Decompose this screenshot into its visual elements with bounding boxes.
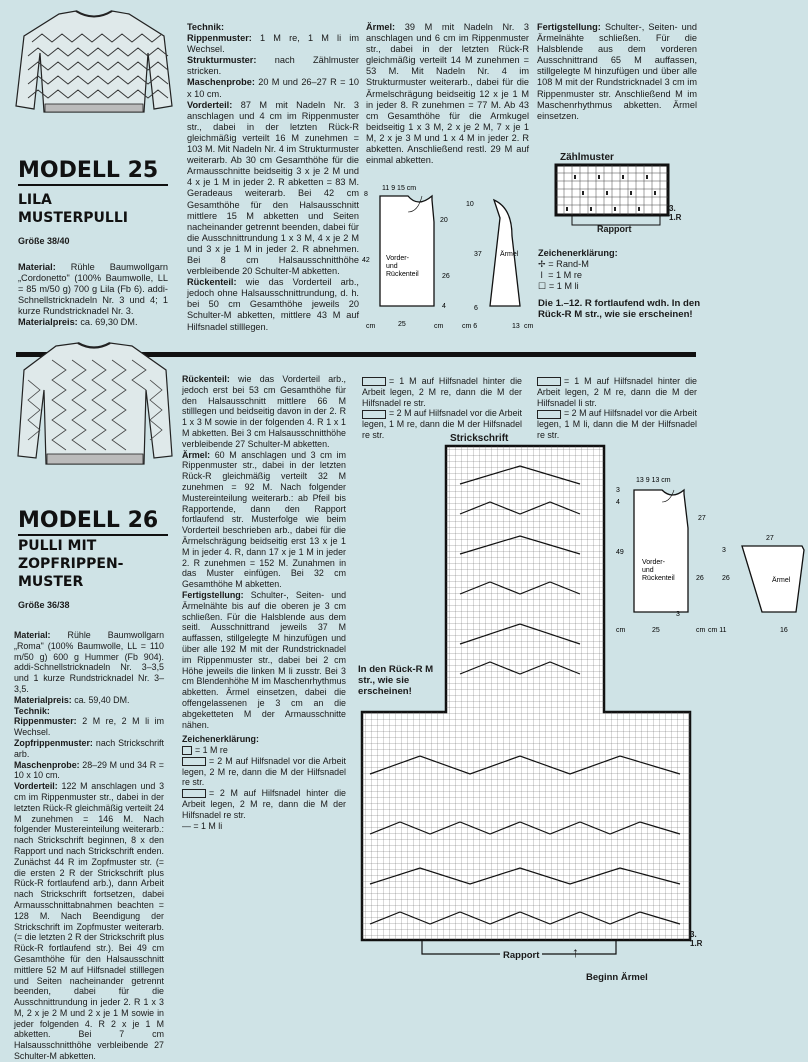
model-25-schematic	[362, 178, 532, 338]
technik-heading: Technik:	[187, 22, 225, 32]
svg-text:4: 4	[442, 303, 446, 310]
svg-text:cm: cm	[434, 323, 444, 330]
cable-left-icon	[362, 410, 386, 419]
svg-text:Rückenteil: Rückenteil	[642, 575, 675, 582]
key-rand: = Rand-M	[548, 259, 589, 269]
model-25-column-3	[366, 22, 529, 166]
svg-text:6: 6	[474, 305, 478, 312]
model-25-size: Größe 38/40	[18, 236, 70, 246]
model-26-number: MODELL 26	[18, 508, 159, 533]
fertigstellung-text: Schulter-, Seiten- und Ärmelnähte schließen. Für die Halsblende aus dem vorderen Ausschnittrand 65 M auffassen, stillgelegte M hinzufügen und über alle 108 M mit der Rundstricknadel 3 cm im Rippenmuster str. Anschließend M im Maschenrhythmus abketten. Ärmel einsetzen.	[537, 22, 697, 121]
vorderteil-text: 87 M mit Nadeln Nr. 3 anschlagen und 4 cm im Rippenmuster str., dabei in der letzten Rück-R gleichmäßig verteilt 16 M zunehmen = 103 M. Mit Nadeln Nr. 4 im Strukturmuster weiterarb. Ab 30 cm Gesamthöhe für die Armausschnitte beidseitig 3 x je 2 M und 4 x je 1 M in jeder 2. R abketten = 83 M. Geradeaus weiterarb. Bei 42 cm Gesamthöhe für den Halsausschnitt mittlere 15 M abketten und Seiten nacheinander getrennt beenden, dabei für die Ausschnittrundung 1 x 3 M, 4 x je 2 M und 3 x je 1 M in jeder 2. R abnehmen. Bei 8 cm Halsausschnitthöhe verbleibende 20 Schulter-M abketten.	[187, 99, 359, 277]
fertigstellung-heading: Fertigstellung:	[537, 22, 601, 32]
svg-text:und: und	[386, 263, 398, 270]
svg-text:cm: cm	[696, 627, 706, 634]
key-cable-back: = 2 M auf Hilfsnadel hinter die Arbeit legen, 2 M re, dann die M der Hilfsnadel re str.	[182, 788, 346, 820]
svg-text:cm 6: cm 6	[462, 323, 478, 330]
beginn-aermel-label: Beginn Ärmel	[586, 972, 648, 983]
strickschrift-rapport: Rapport	[500, 950, 542, 961]
model-25-key	[538, 248, 698, 292]
rippen-heading: Rippenmuster:	[187, 33, 252, 44]
svg-text:11 9 15 cm: 11 9 15 cm	[382, 185, 417, 192]
cable-front-icon	[182, 757, 206, 766]
key-li: = 1 M li	[548, 281, 579, 291]
key-heading: Zeichenerklärung:	[538, 248, 618, 258]
aermel-text: 39 M mit Nadeln Nr. 3 anschlagen und 6 cm im Rippenmuster str., dabei in der letzten Rück-R gleichmäßig verteilt 14 M zunehmen = 53 M. Mit Nadeln Nr. 4 im Strukturmuster weiterarb., dabei für die Ärmelschrägung beidseitig 12 x je 1 M in jeder 8. R zunehmen = 77 M. Ab 43 cm Gesamthöhe für die Armkugel beidseitig 1 x 3 M, 2 x je 2 M, 7 x je 1 M, 2 x je 3 M und 1 x 4 M in jeder 2. R abketten. Anschließend restl. 29 M auf einmal abketten.	[366, 22, 529, 166]
material-text: Rühle Baumwollgarn „Roma" (100% Baumwolle, LL = 110 m/50 g) 600 g Hummer (Fb 904). addi-Schnellstricknadeln Nr. 3–3,5 und 1 kurze Rundstricknadel Nr. 3–3,5.	[14, 630, 165, 694]
sweater-26-illustration	[14, 340, 174, 470]
svg-text:Ärmel: Ärmel	[772, 577, 791, 584]
model-25-material-block	[18, 262, 168, 329]
zaehlmuster-rapport: Rapport	[597, 224, 632, 234]
strickschrift-rueck-note: In den Rück-R M str., wie sie erscheinen!	[358, 664, 434, 697]
key-li: = 1 M li	[193, 820, 223, 831]
svg-text:42: 42	[362, 257, 370, 264]
aermel-text: 60 M anschlagen und 3 cm im Rippenmuster str., dabei in der letzten Rück-R gleichmäßig verteilt 32 M zunehmen = 92 M. Nach folgender Mustereinteilung weiterarb.: ab Pfeil bis Rapportende, dann den Rapport fortlaufend str. Musterfolge wie beim Vorderteil beschrieben arb., dabei für die Ärmelschrägung beidseitig erst 13 x je 1 M in jeder 4. R, dann 17 x je 1 M in jeder 2. R zunehmen = 152 M. Zunahmen in das Muster einfügen. Bei 32 cm Gesamthöhe M abketten.	[182, 449, 346, 590]
price-text: ca. 69,30 DM.	[80, 317, 138, 328]
zaehlmuster-title: Zählmuster	[560, 152, 614, 163]
probe-text: 28–29 M und 34 R = 10 x 10 cm.	[14, 759, 164, 781]
key-cable-front: = 2 M auf Hilfsnadel vor die Arbeit legen, 2 M re, dann die M der Hilfsnadel re str.	[182, 755, 346, 788]
purl-bar-icon: ǀ	[538, 270, 546, 280]
rueckenteil-heading: Rückenteil:	[182, 374, 230, 384]
rueckenteil-text: wie das Vorderteil arb., jedoch erst bei 53 cm Gesamthöhe für den Halsausschnitt mittlere 66 M stilllegen und beidseitig davon in der 2. R 1 x 3 M sowie in der folgenden 4. R 1 x 1 M abketten. Bei 3 cm Halsausschnitthöhe verbleibende 27 Schulter-M abketten.	[182, 374, 347, 449]
model-26-name-line3: MUSTER	[18, 574, 84, 590]
svg-text:25: 25	[398, 321, 406, 328]
svg-text:Ärmel: Ärmel	[500, 251, 519, 258]
svg-text:3: 3	[722, 547, 726, 554]
svg-text:Vorder-: Vorder-	[642, 559, 665, 566]
model-26-key-column-b	[537, 376, 697, 441]
svg-text:20: 20	[440, 217, 448, 224]
model-26-column-2	[182, 374, 346, 831]
svg-text:3: 3	[676, 611, 680, 618]
vorderteil-text: 122 M anschlagen und 3 cm im Rippenmuster str., dabei in der letzten Rück-R gleichmäßig verteilt 24 M zunehmen = 146 M. Nach folgender Mustereinteilung weiterarb.: nach Strickschrift beginnen, 8 x den Rapport und nach Strickschrift enden. Zunächst 44 R im Zopfmuster str. (= die ersten 2 R der Strickschrift plus Rück-R fortlaufend arb.), dann Arbeit nach Strickschrift fortsetzen, dabei Armausschnittabnahmen beachten = 128 M. Nach Beendigung der Strickschrift im Zopfmuster weiterarb. (= die letzten 2 R der Strickschrift plus Rück-R fortlaufend str.). Bei 49 cm Gesamthöhe für den Halsausschnitt mittlere 52 M auf Hilfsnadel stilllegen und Seiten nacheinander getrennt beenden, dabei für die Ausschnittrundung in jeder 2. R 1 x 3 M, 2 x je 2 M und 2 x je 1 M sowie in jeder folgenden 4. R 2 x je 1 M abketten. Bei 7 cm Halsausschnitthöhe verbleibende 27 Schulter-M abketten.	[14, 781, 164, 1062]
svg-text:4: 4	[616, 499, 620, 506]
cable-back-icon	[182, 789, 206, 798]
svg-text:13 9 13 cm: 13 9 13 cm	[636, 477, 671, 484]
price-text: ca. 59,40 DM.	[74, 694, 130, 705]
strickschrift-row-label: 3. 1.R	[690, 930, 703, 948]
svg-text:26: 26	[722, 575, 730, 582]
aermel-heading: Ärmel:	[182, 449, 211, 460]
model-25-number: MODELL 25	[18, 158, 159, 183]
svg-text:49: 49	[616, 549, 624, 556]
price-heading: Materialpreis:	[18, 317, 78, 328]
svg-text:27: 27	[698, 515, 706, 522]
svg-text:8: 8	[364, 191, 368, 198]
svg-text:cm: cm	[366, 323, 376, 330]
svg-text:10: 10	[466, 201, 474, 208]
vorderteil-heading: Vorderteil:	[187, 99, 233, 110]
rueckenteil-text: wie das Vorderteil arb., jedoch ohne Halsausschnittrundung, d. h. bei 50 cm Gesamthöhe jeweils 20 Schulter-M abketten, mittlere 43 M auf Hilfsnadel stilllegen.	[187, 277, 359, 332]
sweater-25-illustration	[14, 8, 174, 118]
key-cable-2-1-front-purl: = 2 M auf Hilfsnadel vor die Arbeit legen, 1 M li, dann die M der Hilfsnadel re str.	[537, 408, 697, 440]
rippen-heading: Rippenmuster:	[14, 716, 77, 727]
rand-symbol-icon: ✢	[538, 259, 546, 269]
probe-text: 20 M und 26–27 R = 10 x 10 cm.	[187, 77, 359, 99]
svg-text:26: 26	[696, 575, 704, 582]
cable-right-purl-icon	[537, 377, 561, 386]
svg-text:cm: cm	[524, 323, 534, 330]
strickschrift-title: Strickschrift	[450, 433, 509, 444]
material-heading: Material:	[18, 262, 56, 272]
svg-text:Vorder-: Vorder-	[386, 255, 409, 262]
material-heading: Material:	[14, 630, 51, 640]
probe-heading: Maschenprobe:	[187, 77, 255, 88]
model-26-size: Größe 36/38	[18, 600, 70, 610]
model-25-column-2	[187, 22, 359, 333]
struktur-heading: Strukturmuster:	[187, 55, 257, 66]
vorderteil-heading: Vorderteil:	[14, 781, 58, 792]
price-heading: Materialpreis:	[14, 694, 72, 705]
svg-text:Rückenteil: Rückenteil	[386, 271, 419, 278]
divider	[18, 534, 168, 536]
technik-heading: Technik:	[14, 705, 50, 716]
cable-right-icon	[362, 377, 386, 386]
purl-dash-icon: —	[182, 820, 191, 831]
key-heading: Zeichenerklärung:	[182, 734, 259, 745]
fertigstellung-heading: Fertigstellung:	[182, 589, 244, 600]
svg-text:13: 13	[512, 323, 520, 330]
svg-text:16: 16	[780, 627, 788, 634]
svg-text:und: und	[642, 567, 654, 574]
zaehlmuster-row-label: 3. 1.R	[669, 204, 682, 222]
key-cable-1-2-back: = 1 M auf Hilfsnadel hinter die Arbeit legen, 2 M re, dann die M der Hilfsnadel re str.	[362, 376, 522, 408]
svg-text:26: 26	[442, 273, 450, 280]
cable-left-purl-icon	[537, 410, 561, 419]
probe-heading: Maschenprobe:	[14, 759, 80, 770]
fertigstellung-text: Schulter-, Seiten- und Ärmelnähte bis auf die oberen je 3 cm schließen. Für die Halsblende aus dem seitl. Ausschnittrand jeweils 37 M auffassen, stillgelegte M hinzufügen und über alle 192 M mit der Rundstricknadel im Rippenmuster str., dabei bei 2 cm Höhe jeweils die linken M li zusstr. Bei 3 cm Blendenhöhe M im Maschenrhythmus abketten. Ärmel einsetzen, dabei die offengelassenen je 3 cm an die abgeketteten M der Armausschnitte nähen.	[182, 589, 346, 730]
key-re: = 1 M re	[548, 270, 583, 280]
svg-text:27: 27	[766, 535, 774, 542]
svg-text:cm 11: cm 11	[708, 627, 727, 634]
key-cable-1-2-back-purl: = 1 M auf Hilfsnadel hinter die Arbeit legen, 2 M re, dann die M der Hilfsnadel li str.	[537, 376, 697, 408]
struktur-text: nach Zählmuster stricken.	[187, 55, 359, 77]
aermel-heading: Ärmel:	[366, 22, 396, 32]
rueckenteil-heading: Rückenteil:	[187, 277, 237, 288]
zopf-text: nach Strickschrift arb.	[14, 737, 164, 759]
beginn-arrow-icon: ↑	[572, 944, 579, 960]
divider	[18, 184, 168, 186]
model-26-column-1	[14, 630, 164, 1062]
svg-text:cm: cm	[616, 627, 626, 634]
knit-box-icon	[182, 746, 192, 755]
model-25-name-line1: LILA	[18, 192, 52, 208]
key-cable-2-1-front: = 2 M auf Hilfsnadel vor die Arbeit legen, 1 M re, dann die M der Hilfsnadel re str.	[362, 408, 522, 440]
svg-text:37: 37	[474, 251, 482, 258]
model-26-key-column-a	[362, 376, 522, 441]
rippen-text: 1 M re, 1 M li im Wechsel.	[187, 33, 359, 55]
model-25-name-line2: MUSTERPULLI	[18, 210, 128, 226]
material-text: Rühle Baumwollgarn „Cordonetto" (100% Baumwolle, LL = 85 m/50 g) 700 g Lila (Fb 6). addi-Schnellstricknadeln Nr. 3 und 4; 1 kurze Rundstricknadel Nr. 3.	[18, 262, 168, 317]
model-26-name-line2: ZOPFRIPPEN-	[18, 556, 124, 572]
svg-text:3: 3	[616, 487, 620, 494]
model-26-name-line1: PULLI MIT	[18, 538, 97, 554]
rippen-text: 2 M re, 2 M li im Wechsel.	[14, 716, 164, 738]
svg-text:25: 25	[652, 627, 660, 634]
empty-box-icon: ☐	[538, 281, 547, 291]
model-25-column-4	[537, 22, 697, 122]
key-re: = 1 M re	[195, 745, 228, 756]
model-25-rows-note: Die 1.–12. R fortlaufend wdh. In den Rück-R M str., wie sie erscheinen!	[538, 298, 701, 320]
model-26-schematic	[612, 470, 808, 640]
zopf-heading: Zopfrippenmuster:	[14, 737, 93, 748]
